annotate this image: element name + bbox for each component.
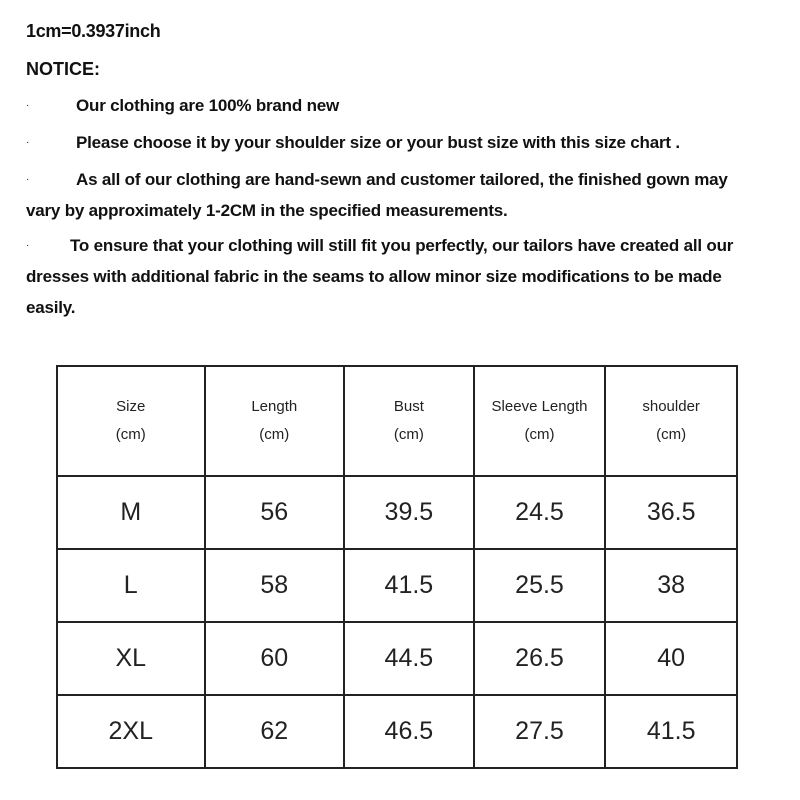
header-cell (474, 366, 606, 476)
sleeve-length-cell: 24.5 (474, 476, 606, 549)
size-chart-table (56, 365, 738, 769)
header-name: Size (116, 398, 146, 415)
header-unit: (cm) (393, 426, 424, 443)
bust-cell: 41.5 (344, 549, 474, 622)
notice-section (26, 18, 766, 323)
notice-item (26, 164, 766, 226)
table-header-row (57, 366, 737, 476)
notice-item (26, 90, 766, 121)
bust-cell: 44.5 (344, 622, 474, 695)
notice-item-text: To ensure that your clothing will still fit you perfectly, our tailors have created all our dresses with additional fabric in the seams to allow minor size modifications to be made easily. (26, 236, 734, 317)
header-name: Length (251, 398, 298, 415)
bust-cell: 39.5 (344, 476, 474, 549)
bullet-icon: · (26, 174, 30, 185)
length-cell: 58 (205, 549, 345, 622)
bust-cell: 46.5 (344, 695, 474, 768)
table-row (57, 549, 737, 622)
size-cell: M (57, 476, 205, 549)
length-cell: 60 (205, 622, 345, 695)
size-cell: XL (57, 622, 205, 695)
header-cell (205, 366, 345, 476)
sleeve-length-cell: 26.5 (474, 622, 606, 695)
header-unit: (cm) (524, 426, 555, 443)
notice-item-text: Our clothing are 100% brand new (76, 96, 340, 115)
notice-item (26, 127, 766, 158)
header-name: shoulder (642, 398, 700, 415)
header-name: Bust (393, 398, 424, 415)
shoulder-cell: 38 (605, 549, 737, 622)
header-cell (605, 366, 737, 476)
notice-item-text: As all of our clothing are hand-sewn and customer tailored, the finished gown may vary by approximately 1-2CM in the specified measurements. (26, 170, 728, 220)
table-row (57, 695, 737, 768)
shoulder-cell: 41.5 (605, 695, 737, 768)
header-unit: (cm) (656, 426, 687, 443)
table-row (57, 476, 737, 549)
shoulder-cell: 40 (605, 622, 737, 695)
unit-conversion: 1cm=0.3937inch (26, 21, 161, 41)
notice-item-text: Please choose it by your shoulder size or your bust size with this size chart . (76, 133, 680, 152)
length-cell: 62 (205, 695, 345, 768)
length-cell: 56 (205, 476, 345, 549)
bullet-icon: · (26, 100, 30, 111)
notice-title: NOTICE: (26, 59, 100, 79)
size-cell: L (57, 549, 205, 622)
shoulder-cell: 36.5 (605, 476, 737, 549)
size-cell: 2XL (57, 695, 205, 768)
notice-item (26, 230, 766, 323)
sleeve-length-cell: 25.5 (474, 549, 606, 622)
table-row (57, 622, 737, 695)
header-unit: (cm) (259, 426, 290, 443)
bullet-icon: · (26, 137, 30, 148)
sleeve-length-cell: 27.5 (474, 695, 606, 768)
header-cell (57, 366, 205, 476)
bullet-icon: · (26, 240, 30, 251)
header-unit: (cm) (115, 426, 146, 443)
header-cell (344, 366, 474, 476)
header-name: Sleeve Length (491, 398, 588, 415)
